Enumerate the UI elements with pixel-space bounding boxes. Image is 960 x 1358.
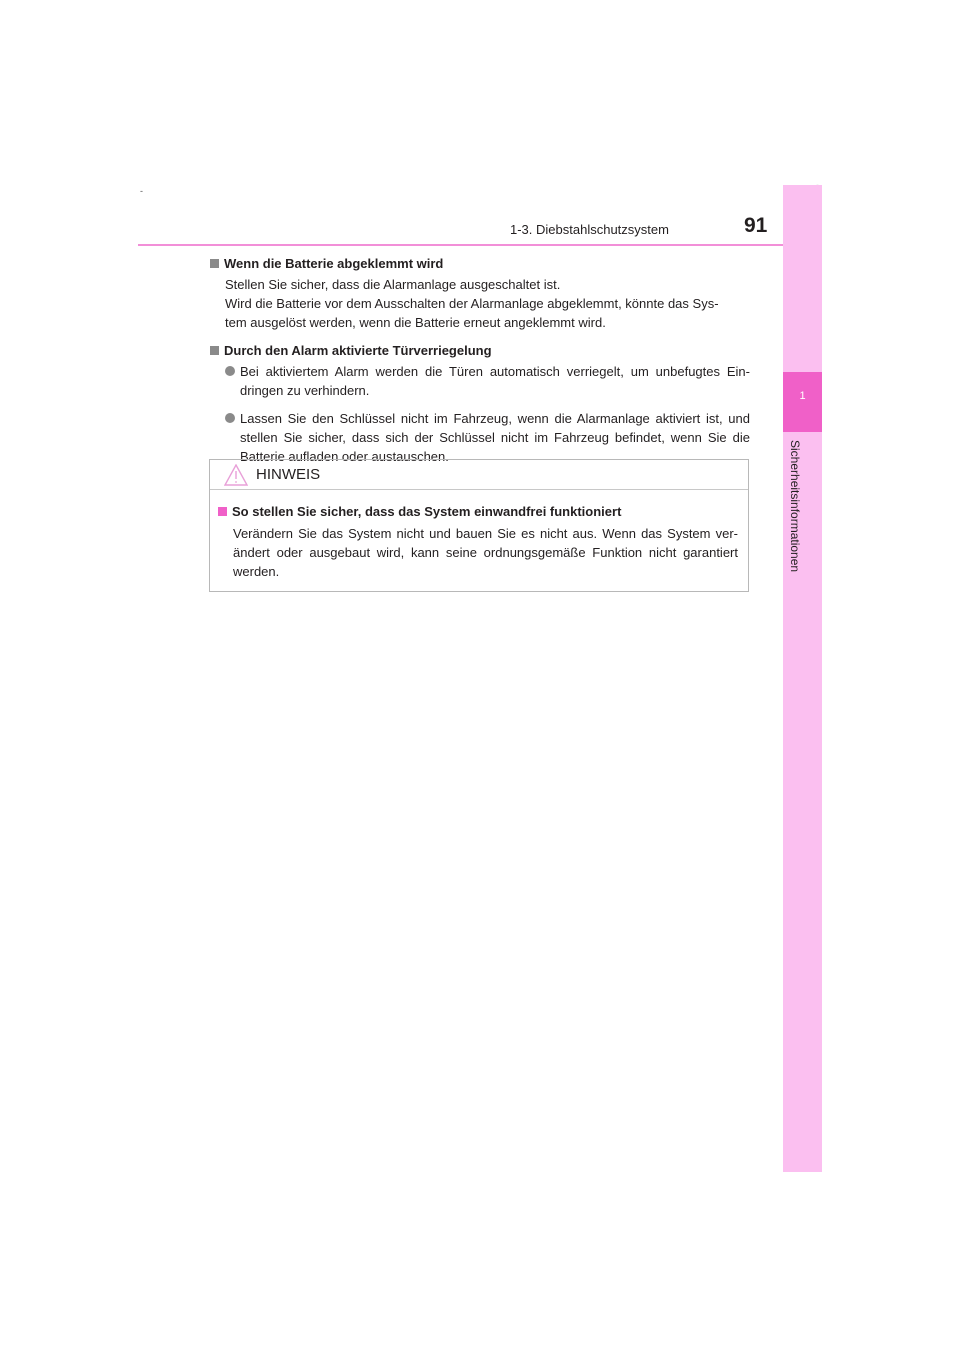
notice-heading — [218, 502, 738, 521]
chapter-side-tab[interactable] — [783, 185, 822, 1172]
list-item — [210, 362, 750, 400]
notice-title: HINWEIS — [256, 466, 321, 483]
notice-heading-text: So stellen Sie sicher, dass das System einwandfrei funktioniert — [232, 504, 622, 519]
header-rule — [138, 244, 822, 246]
notice-header — [210, 460, 748, 490]
section-heading-text: Durch den Alarm aktivierte Türverriegelung — [224, 343, 492, 358]
chapter-number: 1 — [799, 390, 806, 402]
list-item — [210, 409, 750, 466]
square-bullet-icon — [210, 346, 219, 355]
main-content — [210, 254, 750, 475]
circle-bullet-icon — [225, 366, 235, 376]
notice-body — [210, 490, 748, 581]
notice-box — [209, 459, 749, 592]
section-heading — [210, 254, 750, 273]
paragraph-line: tem ausgelöst werden, wenn die Batterie erneut angeklemmt wird. — [225, 315, 606, 330]
chapter-side-tab-active[interactable] — [783, 372, 822, 432]
notice-text: Verändern Sie das System nicht und bauen Sie es nicht aus. Wenn das System ver-ändert oder ausgebaut wird, kann seine ordnungsgemäße Funktion nicht garantiert werden. — [233, 526, 738, 579]
chapter-title: Sicherheitsinformationen — [788, 440, 802, 573]
list-item-text: Bei aktiviertem Alarm werden die Türen automatisch verriegelt, um unbefugtes Ein-dringen zu verhindern. — [240, 364, 750, 398]
list-item-text: Lassen Sie den Schlüssel nicht im Fahrzeug, wenn die Alarmanlage aktiviert ist, und stellen Sie sicher, dass sich der Schlüssel nicht im Fahrzeug befindet, wenn Sie die Batterie aufladen oder austauschen. — [240, 411, 750, 464]
circle-bullet-icon — [225, 413, 235, 423]
warning-icon — [224, 464, 248, 486]
section-heading — [210, 341, 750, 360]
section-heading-text: Wenn die Batterie abgeklemmt wird — [224, 256, 444, 271]
section-title: 1-3. Diebstahlschutzsystem — [510, 222, 669, 237]
paragraph-line: Stellen Sie sicher, dass die Alarmanlage ausgeschaltet ist. — [225, 277, 561, 292]
paragraph-line: Wird die Batterie vor dem Ausschalten der Alarmanlage abgeklemmt, könnte das Sys- — [225, 296, 719, 311]
page-number: 91 — [744, 214, 768, 237]
section-paragraph — [210, 275, 750, 332]
corner-mark-left: - — [140, 186, 143, 196]
square-bullet-icon — [210, 259, 219, 268]
square-bullet-icon — [218, 507, 227, 516]
